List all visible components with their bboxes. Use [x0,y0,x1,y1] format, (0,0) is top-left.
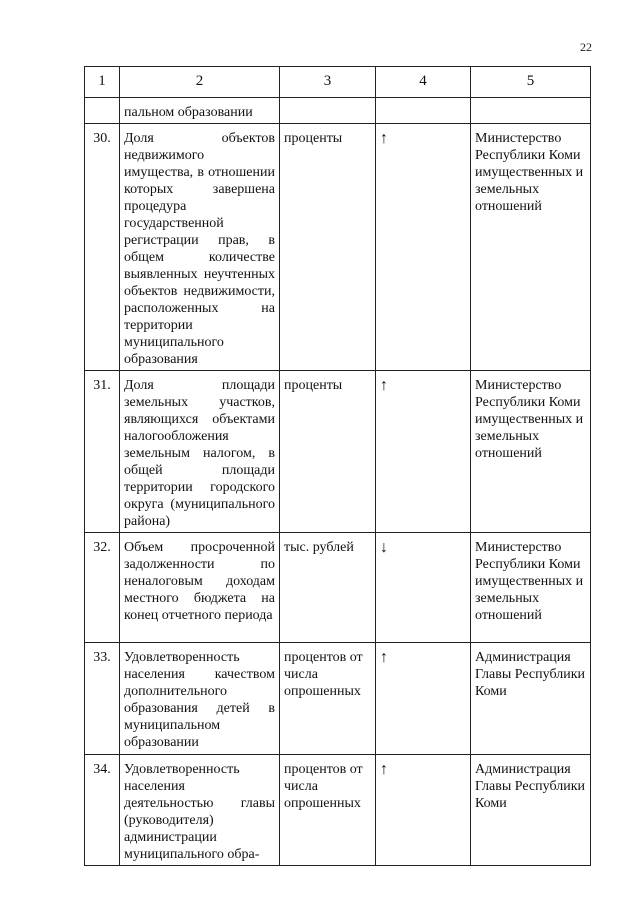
table-row [85,533,591,643]
table-row [85,755,591,866]
indicator-text: Объем просроченной задолженности по неналоговым доходам местного бюджета на конец отчетного периода [120,533,280,643]
indicator-text: Удовлетворенность населения качеством дополнительного образования детей в муниципальном образовании [120,643,280,755]
table-cell [280,98,376,124]
unit-text: процентов от числа опрошенных [280,755,376,866]
table-row [85,124,591,371]
column-header: 1 [85,67,120,98]
direction-arrow-icon: ↓ [376,533,471,643]
row-number: 34. [85,755,120,866]
row-number: 33. [85,643,120,755]
table-cell [376,98,471,124]
column-header: 3 [280,67,376,98]
unit-text: тыс. рублей [280,533,376,643]
indicators-table [84,66,591,866]
responsible-text: Администрация Главы Республики Коми [471,643,591,755]
continuation-text: пальном образовании [120,98,280,124]
indicator-text: Доля площади земельных участков, являющихся объектами налогообложения земельным налогом, в общей площади территории городского округа (муниципального района) [120,371,280,533]
responsible-text: Администрация Главы Республики Коми [471,755,591,866]
row-number: 31. [85,371,120,533]
responsible-text: Министерство Республики Коми имущественных и земельных отношений [471,124,591,371]
unit-text: проценты [280,124,376,371]
indicator-text: Доля объектов недвижимого имущества, в отношении которых завершена процедура государственной регистрации прав, в общем количестве выявленных неучтенных объектов недвижимости, расположенных на территории муниципального образования [120,124,280,371]
unit-text: процентов от числа опрошенных [280,643,376,755]
row-number: 30. [85,124,120,371]
column-header: 5 [471,67,591,98]
table-cell [85,98,120,124]
table-row [85,643,591,755]
responsible-text: Министерство Республики Коми имущественных и земельных отношений [471,371,591,533]
row-number: 32. [85,533,120,643]
direction-arrow-icon: ↑ [376,755,471,866]
table-cell [471,98,591,124]
direction-arrow-icon: ↑ [376,124,471,371]
column-header: 4 [376,67,471,98]
column-header: 2 [120,67,280,98]
direction-arrow-icon: ↑ [376,371,471,533]
unit-text: проценты [280,371,376,533]
page-number: 22 [580,40,592,54]
continuation-row [85,98,591,124]
table-row [85,371,591,533]
header-row [85,67,591,98]
indicator-text: Удовлетворенность населения деятельностью главы (руководителя) администрации муниципального обра- [120,755,280,866]
responsible-text: Министерство Республики Коми имущественных и земельных отношений [471,533,591,643]
direction-arrow-icon: ↑ [376,643,471,755]
